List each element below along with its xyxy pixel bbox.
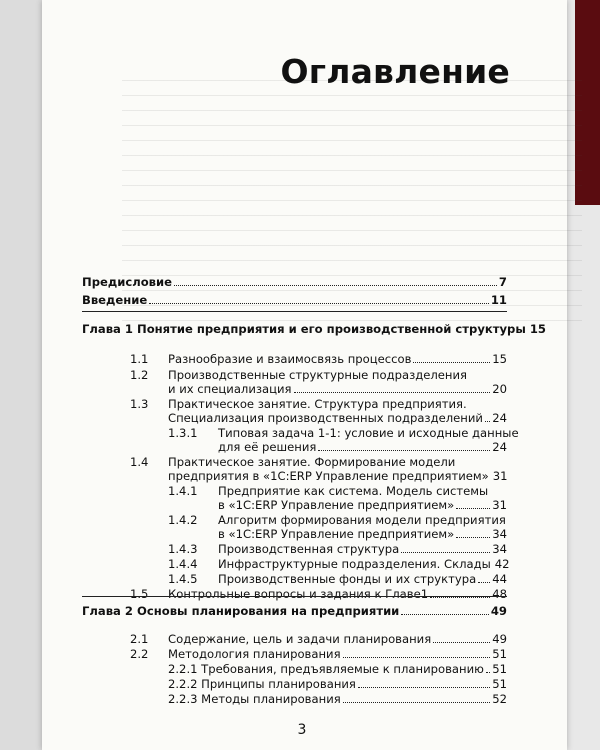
section-number: 1.4.5	[168, 572, 198, 586]
toc-page-number: 44	[492, 572, 507, 586]
dot-leader	[433, 641, 490, 643]
dot-leader	[401, 551, 490, 553]
toc-entry-chapter-2	[82, 604, 507, 618]
section-number: 1.4.1	[168, 484, 198, 498]
toc-entry-text: 2.2.2 Принципы планирования	[168, 677, 356, 691]
toc-page-number: 34	[492, 542, 507, 556]
toc-page-number: 51	[492, 647, 507, 661]
toc-entry-2-2-2	[168, 677, 507, 691]
toc-page-number: 48	[492, 587, 507, 601]
toc-entry-text: Производственная структура	[218, 542, 400, 556]
toc-page-number: 24	[492, 440, 507, 454]
toc-entry-text: 2.2.3 Методы планирования	[168, 692, 341, 706]
toc-entry-text-line1: Предприятие как система. Модель системы	[218, 484, 489, 498]
section-number: 1.3.1	[168, 426, 198, 440]
toc-entry-text-line1: Типовая задача 1-1: условие и исходные данные	[218, 426, 519, 440]
toc-entry-introduction	[82, 293, 507, 307]
section-number: 1.4.3	[168, 542, 198, 556]
toc-page-number: 51	[492, 677, 507, 691]
toc-page-number: 31	[492, 498, 507, 512]
toc-entry-text: Разнообразие и взаимосвязь процессов	[168, 352, 412, 366]
dot-leader	[343, 701, 491, 703]
toc-entry-1-4-3	[168, 542, 507, 556]
toc-page-number: 31	[492, 469, 508, 483]
toc-entry-text: и их специализация	[168, 382, 292, 396]
toc-entry-text: в «1С:ERP Управление предприятием»	[218, 527, 455, 541]
dot-leader	[486, 671, 490, 673]
toc-entry-1-1	[130, 352, 507, 366]
dot-leader	[456, 507, 490, 509]
toc-entry-2-2-3	[168, 692, 507, 706]
toc-entry-text: Методология планирования	[168, 647, 341, 661]
toc-page-number: 51	[492, 662, 507, 676]
toc-entry-1-4-4	[168, 557, 510, 571]
toc-entry-text: Инфраструктурные подразделения. Склады	[218, 557, 491, 571]
toc-page-number: 24	[492, 411, 507, 425]
toc-page-number: 15	[492, 352, 507, 366]
toc-page-number: 15	[529, 322, 546, 336]
toc-page-number: 52	[492, 692, 507, 706]
toc-page-number: 42	[494, 557, 510, 571]
toc-entry-text: в «1С:ERP Управление предприятием»	[218, 498, 455, 512]
section-number: 1.5	[130, 587, 149, 601]
dot-leader	[456, 536, 490, 538]
toc-entry-preface	[82, 275, 507, 289]
dot-leader	[294, 391, 491, 393]
toc-entry-text-line1: Практическое занятие. Структура предприятия.	[168, 397, 467, 411]
toc-entry-text: Специализация производственных подразделений	[168, 411, 483, 425]
toc-entry-1-4	[168, 469, 507, 483]
section-number: 1.4.4	[168, 557, 198, 571]
page-title: Оглавление	[280, 52, 510, 91]
dot-leader	[358, 686, 490, 688]
dot-leader	[478, 581, 490, 583]
toc-entry-text: Глава 1 Понятие предприятия и его производственной структуры	[82, 322, 526, 336]
toc-entry-1-3-1	[218, 440, 507, 454]
toc-entry-1-3	[168, 411, 507, 425]
dot-leader	[318, 449, 490, 451]
toc-entry-text: Глава 2 Основы планирования на предприятии	[82, 604, 400, 618]
toc-page-number: 20	[492, 382, 507, 396]
section-number: 1.2	[130, 368, 149, 382]
section-number: 2.2	[130, 647, 149, 661]
toc-entry-1-4-5	[168, 572, 507, 586]
toc-page-number: 34	[492, 527, 507, 541]
section-number: 1.4.2	[168, 513, 198, 527]
toc-entry-1-5	[130, 587, 507, 601]
toc-entry-text: Содержание, цель и задачи планирования	[168, 632, 432, 646]
section-divider	[82, 596, 507, 597]
toc-entry-1-4-2	[218, 527, 507, 541]
toc-entry-1-2	[168, 382, 507, 396]
toc-entry-1-4-1	[218, 498, 507, 512]
dot-leader	[343, 656, 491, 658]
section-number: 1.3	[130, 397, 149, 411]
dot-leader	[401, 613, 489, 615]
toc-entry-text: 2.2.1 Требования, предъявляемые к планированию	[168, 662, 484, 676]
toc-entry-text: Введение	[82, 293, 148, 307]
toc-entry-text: Производственные фонды и их структура	[218, 572, 477, 586]
page-number: 3	[297, 722, 307, 738]
toc-page-number: 49	[490, 604, 507, 618]
toc-entry-text: предприятия в «1С:ERP Управление предприятием»	[168, 469, 489, 483]
toc-entry-text-line1: Производственные структурные подразделения	[168, 368, 468, 382]
toc-entry-2-2	[130, 647, 507, 661]
section-number: 1.1	[130, 352, 149, 366]
section-number: 1.4	[130, 455, 149, 469]
dot-leader	[485, 420, 490, 422]
toc-page-number: 11	[490, 293, 507, 307]
toc-entry-2-2-1	[168, 662, 507, 676]
section-number: 2.1	[130, 632, 149, 646]
toc-entry-text: Контрольные вопросы и задания к Главе1	[168, 587, 429, 601]
dot-leader	[174, 284, 497, 286]
toc-entry-text: для её решения	[218, 440, 317, 454]
dot-leader	[149, 302, 489, 304]
toc-entry-text-line1: Практическое занятие. Формирование модели	[168, 455, 456, 469]
toc-entry-2-1	[130, 632, 507, 646]
toc-entry-text: Предисловие	[82, 275, 173, 289]
section-divider	[82, 311, 507, 312]
toc-page-number: 7	[498, 275, 507, 289]
toc-page-number: 49	[492, 632, 507, 646]
toc-entry-text-line1: Алгоритм формирования модели предприятия	[218, 513, 506, 527]
toc-entry-chapter-1	[82, 322, 546, 336]
dot-leader	[413, 361, 490, 363]
